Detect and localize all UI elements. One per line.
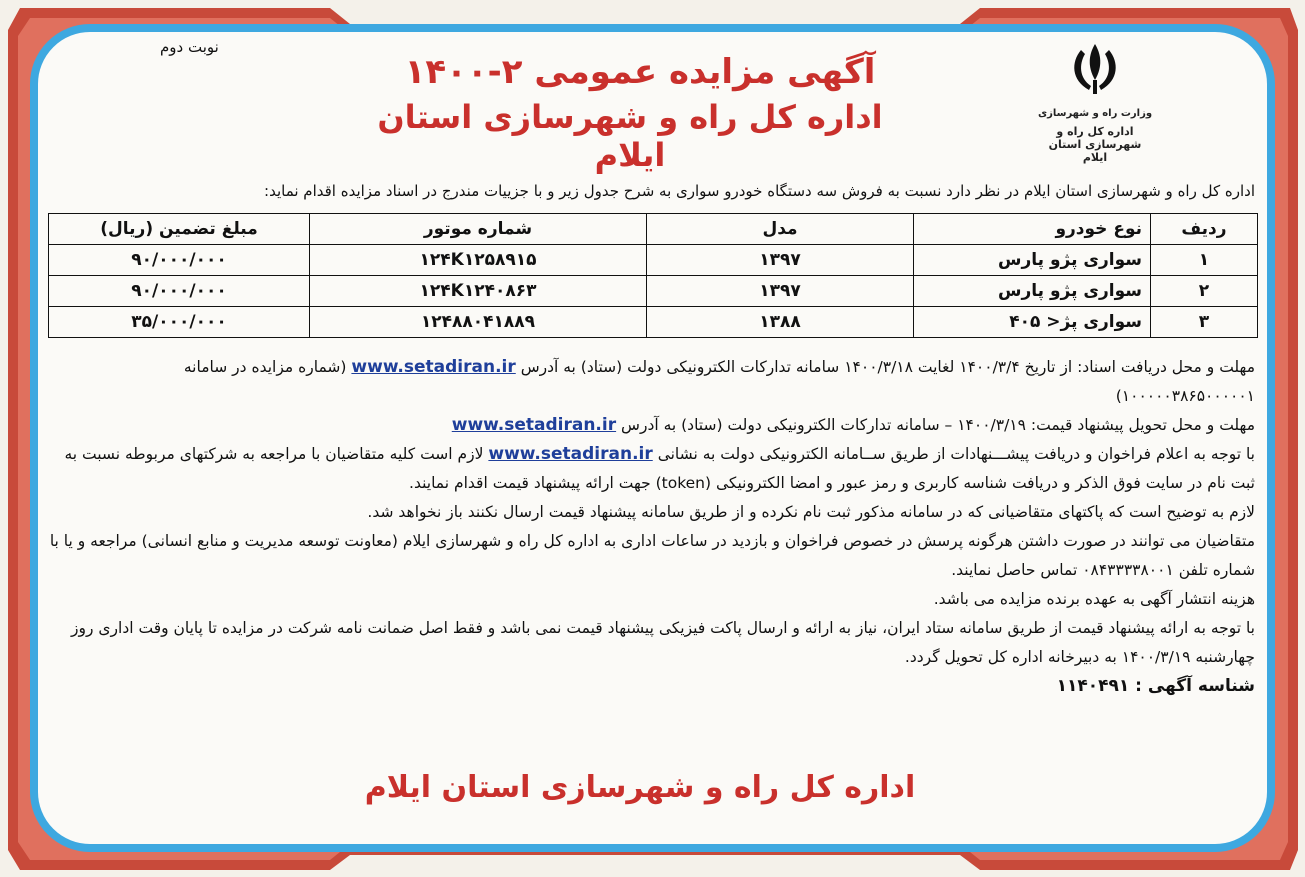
p2-text: مهلت و محل تحویل پیشنهاد قیمت: ۱۴۰۰/۳/۱۹ – سامانه تدارکات الکترونیکی دولت (ستاد) به آدرس [621,416,1255,434]
ad-id: شناسه آگهی : ۱۱۴۰۴۹۱ [1056,676,1255,696]
col-header-engine: شماره موتور [310,214,647,245]
cell-row: ۲ [1151,276,1258,307]
cell-guarantee: ۹۰/۰۰۰/۰۰۰ [49,245,310,276]
logo-org-text: اداره کل راه و شهرسازی استان ایلام [1048,125,1142,164]
table-row [49,307,1258,338]
cell-type: سواری پژ< ۴۰۵ [914,307,1151,338]
col-header-type: نوع خودرو [914,214,1151,245]
cell-type: سواری پژو پارس [914,276,1151,307]
cell-guarantee: ۳۵/۰۰۰/۰۰۰ [49,307,310,338]
footer-org-name: اداره کل راه و شهرسازی استان ایلام [364,770,916,805]
cell-model: ۱۳۸۸ [647,307,914,338]
p3-text: با توجه به اعلام فراخوان و دریافت پیشـــنهادات از طریق ســامانه الکترونیکی دولت به نشانی [657,445,1255,463]
setadiran-link[interactable]: www.setadiran.ir [351,357,516,377]
setadiran-link[interactable]: www.setadiran.ir [488,444,653,464]
paragraph-registration [42,440,1255,498]
cell-type: سواری پژو پارس [914,245,1151,276]
title-line-2: اداره کل راه و شهرسازی استان ایلام [377,98,883,174]
vehicle-table [48,213,1258,338]
intro-text: اداره کل راه و شهرسازی استان ایلام در نظر دارد نسبت به فروش سه دستگاه خودرو سواری به شرح جدول زیر و با جزییات مندرج در اسناد مزایده اقدام نماید: [264,182,1255,200]
table-row [49,245,1258,276]
ministry-logo [1035,40,1155,164]
cell-engine: ۱۲۴K۱۲۴۰۸۶۳ [310,276,647,307]
paragraph-inquiries: متقاضیان می توانند در صورت داشتن هرگونه پرسش در خصوص فراخوان و بازدید در ساعات اداری به اداره کل راه و شهرسازی ایلام (معاونت توسعه مدیریت و منابع انسانی) مراجعه و یا با شماره تلفن ۰۸۴۳۳۳۳۸۰۰۱ تماس حاصل نمایند. [49,532,1255,579]
paragraph-cost: هزینه انتشار آگهی به عهده برنده مزایده می باشد. [933,590,1255,608]
paragraph-guarantee-delivery: با توجه به ارائه پیشنهاد قیمت از طریق سامانه ستاد ایران، نیاز به ارائه و ارسال پاکت فیزیکی پیشنهاد قیمت نمی باشد و فقط اصل ضمانت نامه شرکت در مزایده تا پایان وقت اداری روز چهارشنبه ۱۴۰۰/۳/۱۹ به دبیرخانه اداره کل تحویل گردد. [71,619,1255,666]
paragraph-unregistered: لازم به توضیح است که پاکتهای متقاضیانی که در سامانه مذکور ثبت نام نکرده و از طریق سامانه پیشنهاد قیمت ارسال نکنند باز نخواهد شد. [367,503,1255,521]
cell-row: ۱ [1151,245,1258,276]
cell-model: ۱۳۹۷ [647,276,914,307]
col-header-model: مدل [647,214,914,245]
cell-row: ۳ [1151,307,1258,338]
cell-guarantee: ۹۰/۰۰۰/۰۰۰ [49,276,310,307]
cell-model: ۱۳۹۷ [647,245,914,276]
p1-after: (شماره مزایده در سامانه ۱۰۰۰۰۰۳۸۶۵۰۰۰۰۰۱) [183,358,1255,405]
round-label: نوبت دوم [160,38,219,56]
col-header-row: ردیف [1151,214,1258,245]
logo-ministry-text: وزارت راه و شهرسازی [1037,108,1153,119]
iran-emblem-icon [1063,40,1127,100]
p1-text: مهلت و محل دریافت اسناد: از تاریخ ۱۴۰۰/۳/۴ لغایت ۱۴۰۰/۳/۱۸ سامانه تدارکات الکترونیکی دولت (ستاد) به آدرس [520,358,1255,376]
title-line-1: آگهی مزایده عمومی ۲-۱۴۰۰ [404,52,876,92]
p3-after: لازم است کلیه متقاضیان با مراجعه به شرکتهای مربوطه نسبت به ثبت نام در سایت فوق الذکر و دریافت شناسه کاربری و رمز عبور و امضا الکترونیکی (token) جهت ارائه پیشنهاد قیمت اقدام نمایند. [64,445,1255,492]
col-header-guarantee: مبلغ تضمین (ریال) [49,214,310,245]
table-header-row [49,214,1258,245]
table-row [49,276,1258,307]
cell-engine: ۱۲۴K۱۲۵۸۹۱۵ [310,245,647,276]
setadiran-link[interactable]: www.setadiran.ir [451,415,617,435]
cell-engine: ۱۲۴۸۸۰۴۱۸۸۹ [310,307,647,338]
announcement-body [42,353,1255,701]
paragraph-bid-deadline [42,411,1255,440]
paragraph-document-deadline [42,353,1255,411]
